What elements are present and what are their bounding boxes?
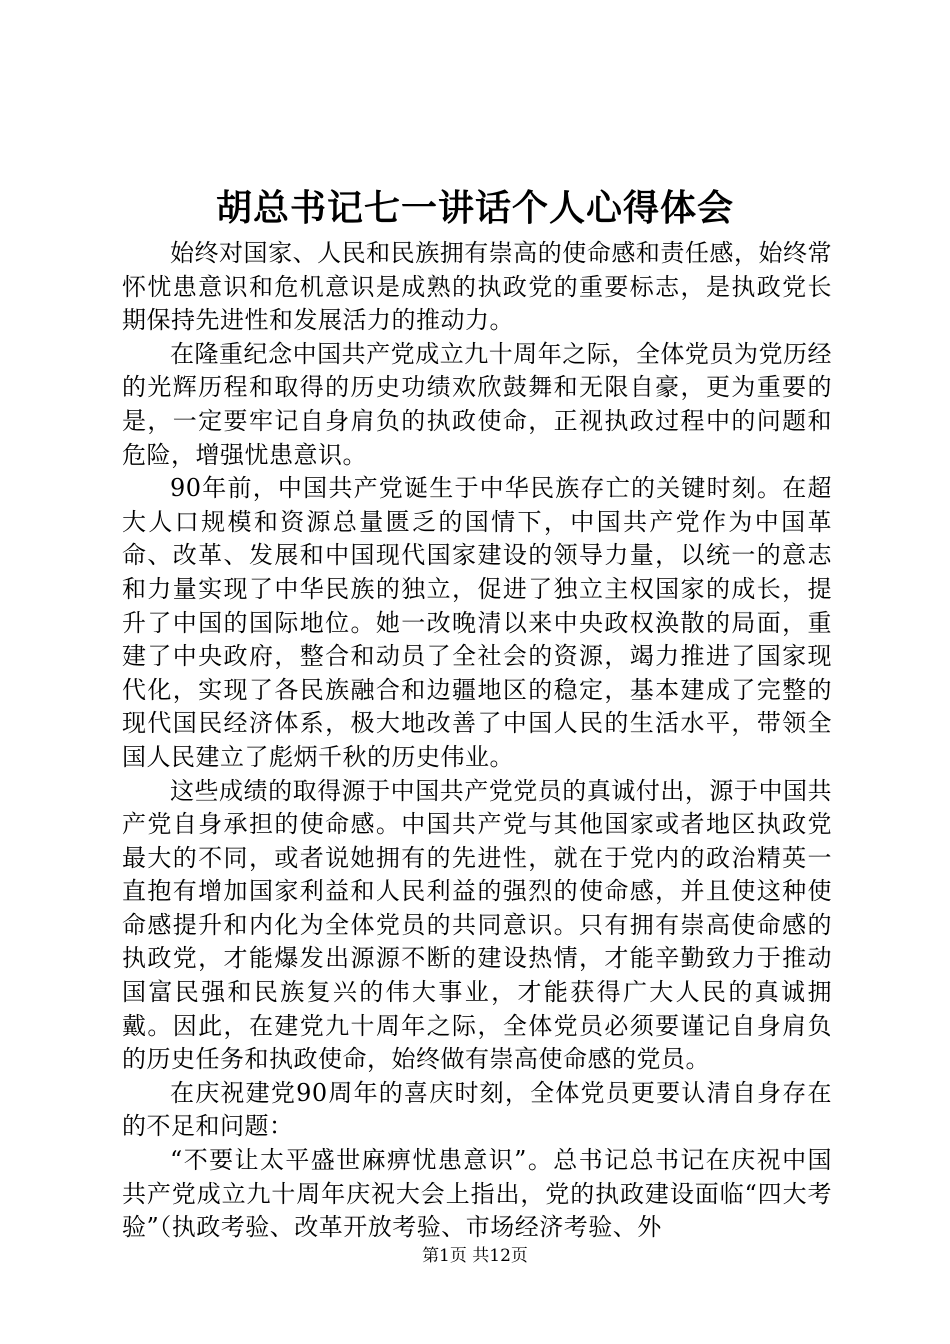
paragraph-1: 始终对国家、人民和民族拥有崇高的使命感和责任感，始终常怀忧患意识和危机意识是成熟的执政党的重要标志，是执政党长期保持先进性和发展活力的推动力。 (122, 239, 832, 335)
document-body (122, 237, 832, 1245)
paragraph-2: 在隆重纪念中国共产党成立九十周年之际，全体党员为党历经的光辉历程和取得的历史功绩欢欣鼓舞和无限自豪，更为重要的是，一定要牢记自身肩负的执政使命，正视执政过程中的问题和危险，增强忧患意识。 (122, 339, 832, 469)
paragraph-5: 在庆祝建党90周年的喜庆时刻，全体党员更要认清自身存在的不足和问题： (122, 1078, 832, 1141)
paragraph-6: “不要让太平盛世麻痹忧患意识”。总书记总书记在庆祝中国共产党成立九十周年庆祝大会上指出，党的执政建设面临“四大考验”（执政考验、改革开放考验、市场经济考验、外 (122, 1146, 832, 1242)
document-title: 胡总书记七一讲话个人心得体会 (215, 187, 734, 229)
page-number-footer: 第1页 共12页 (422, 1246, 528, 1266)
paragraph-4: 这些成绩的取得源于中国共产党党员的真诚付出，源于中国共产党自身承担的使命感。中国共产党与其他国家或者地区执政党最大的不同，或者说她拥有的先进性，就在于党内的政治精英一直抱有增加国家利益和人民利益的强烈的使命感，并且使这种使命感提升和内化为全体党员的共同意识。只有拥有崇高使命感的执政党，才能爆发出源源不断的建设热情，才能辛勤致力于推动国富民强和民族复兴的伟大事业，才能获得广大人民的真诚拥戴。因此，在建党九十周年之际，全体党员必须要谨记自身肩负的历史任务和执政使命，始终做有崇高使命感的党员。 (122, 776, 832, 1074)
paragraph-3: 90年前，中国共产党诞生于中华民族存亡的关键时刻。在超大人口规模和资源总量匮乏的国情下，中国共产党作为中国革命、改革、发展和中国现代国家建设的领导力量，以统一的意志和力量实现了中华民族的独立，促进了独立主权国家的成长，提升了中国的国际地位。她一改晚清以来中央政权涣散的局面，重建了中央政府，整合和动员了全社会的资源，竭力推进了国家现代化，实现了各民族融合和边疆地区的稳定，基本建成了完整的现代国民经济体系，极大地改善了中国人民的生活水平，带领全国人民建立了彪炳千秋的历史伟业。 (122, 474, 832, 771)
